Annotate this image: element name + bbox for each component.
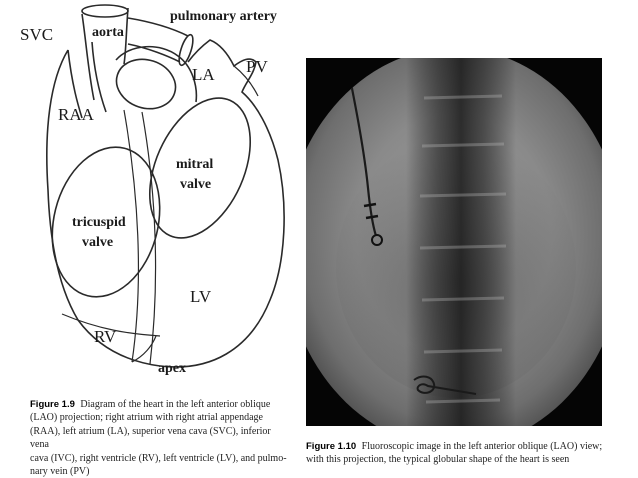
label-tricuspid-valve: valve <box>82 235 114 250</box>
label-la: LA <box>192 65 215 84</box>
aortic-ring <box>110 52 182 116</box>
label-raa: RAA <box>58 105 94 124</box>
figure-1-10-caption <box>306 440 606 467</box>
heart-lao-diagram <box>20 0 302 388</box>
figure-1-9-caption <box>30 398 292 478</box>
label-pulmonary-artery: pulmonary artery <box>170 9 277 24</box>
figure-1-9-number: Figure 1.9 <box>30 399 75 410</box>
label-rv: RV <box>94 327 117 346</box>
figure-1-10-line2: with this projection, the typical globular shape of the heart is seen <box>306 454 570 466</box>
figure-1-10-line1: Fluoroscopic image in the left anterior oblique (LAO) view; <box>361 441 603 452</box>
label-mitral-valve: valve <box>180 177 212 192</box>
figure-1-9-line2: (LAO) projection; right atrium with right atrial appendage <box>30 412 263 424</box>
label-tricuspid: tricuspid <box>72 215 126 230</box>
figure-1-9-line3: (RAA), left atrium (LA), superior vena cava (SVC), inferior vena <box>30 425 271 451</box>
aorta-top-ellipse <box>82 5 128 17</box>
figure-1-9-line1: Diagram of the heart in the left anterior oblique <box>80 399 271 410</box>
label-aorta: aorta <box>92 25 124 40</box>
label-lv: LV <box>190 287 212 306</box>
label-pv: PV <box>246 57 268 76</box>
spine-shadow <box>406 58 516 426</box>
la-outline <box>116 47 196 102</box>
label-apex: apex <box>158 361 186 376</box>
figure-1-9-line5: nary vein (PV) <box>30 466 90 478</box>
pulmonary-artery-opening <box>176 33 195 67</box>
figure-1-10-number: Figure 1.10 <box>306 441 357 452</box>
figure-1-9-line4: cava (IVC), right ventricle (RV), left ventricle (LV), and pulmo- <box>30 452 287 464</box>
aorta-outline <box>82 8 128 100</box>
septum-line-inner <box>142 112 156 364</box>
label-svc: SVC <box>20 25 54 44</box>
septum-line <box>124 110 138 362</box>
fluoroscopic-image <box>306 58 602 426</box>
heart-outline <box>47 40 284 367</box>
label-mitral: mitral <box>176 157 214 172</box>
